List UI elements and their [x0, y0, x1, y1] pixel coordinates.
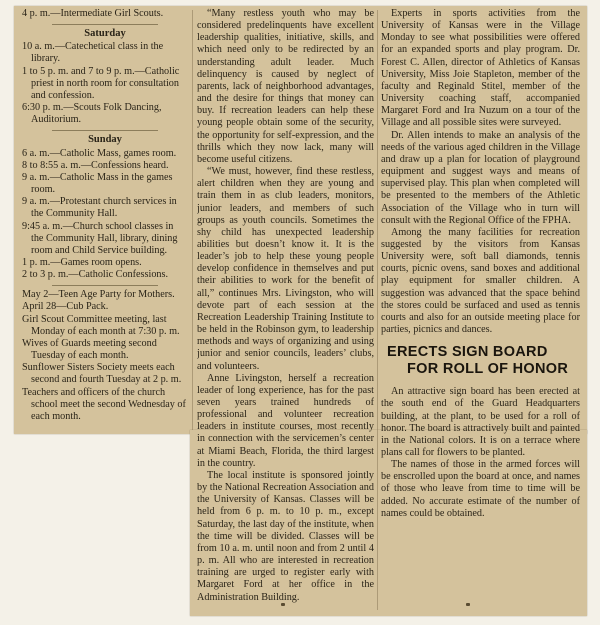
schedule-item: 9 a. m.—Catholic Mass in the games room.	[22, 171, 173, 196]
schedule-item: May 2—Teen Age Party for Mothers.	[22, 289, 175, 301]
article-paragraph: Among the many facilities for recreation suggested by the visitors from Kansas University were, soft ball diamonds, tennis courts, picnic ovens, sand boxes and additional play equipment for smaller children. A suggestion was advanced that the space behind the stores could be surfaced and used as tennis courts and also for an outside meeting place for parties, picnics and dances.	[381, 226, 580, 336]
schedule-item: Teachers and officers of the church school meet the second Wednesday of each month.	[22, 386, 186, 422]
article-paragraph: Experts in sports activities from the University of Kansas were in the Village Monday to see what possibilities were offered for an expanded sports and play program. Dr. Forest C. Allen, director of Athletics of Kansas University, Miss Joie Stapleton, member of the faculty and Reginald Stitel, member of the University coaching staff, accompanied Margaret Ford and Ira Nuzum on a tour of the Village and all possible sites were surveyed.	[381, 8, 580, 129]
saturday-heading: Saturday	[84, 28, 126, 40]
schedule-item: 4 p. m.—Intermediate Girl Scouts.	[22, 8, 164, 19]
recreation-article-column	[197, 8, 374, 608]
headline-line-1: ERECTS SIGN BOARD	[387, 344, 548, 361]
schedule-column	[22, 8, 188, 423]
headline-sign-board	[387, 344, 580, 378]
article-paragraph: “We must, however, find these restless, alert children when they are young and train them in as club leaders, monitors, junior leaders, and members of such groups as youth councils. Sometimes the shy child has unexpected leadership abilities but doesn’t know it. It is the leader’s job to help these young people develop confidence in themselves and put their abilities to work for the benefit of all,” continues Mrs. Livingston, who will devote part of each session at the Recreation Leadership Training Institute to be held in the Robinson gym, to leadership methods and ways of organizing and using junior and senior councils, leaders’ clubs, and volunteers.	[197, 166, 374, 372]
article-paragraph: The local institute is sponsored jointly by the National Recreation Association and the University of Kansas. Classes will be held from 6 p. m. to 10 p. m., except Saturday, the last day of the institute, when the time will be divided. Classes will be from 10 a. m. until noon and from 2 until 4 p. m. All who are interested in recreation training are urged to register early with Margaret Ford at her office in the Administration Building.	[197, 469, 374, 603]
divider	[52, 285, 158, 286]
schedule-item: April 28—Cub Pack.	[22, 301, 109, 313]
schedule-item: 6 a. m.—Catholic Mass, games room.	[22, 147, 177, 159]
column-rule-1	[192, 10, 193, 430]
page-mark	[281, 603, 285, 606]
schedule-item: Girl Scout Committee meeting, last Monday of each month at 7:30 p. m.	[22, 313, 180, 337]
divider	[52, 130, 158, 131]
page-mark	[466, 603, 470, 606]
headline-line-2: FOR ROLL OF HONOR	[407, 361, 569, 378]
column-rule-2	[377, 10, 378, 610]
schedule-item: 2 to 3 p. m.—Catholic Confessions.	[22, 269, 169, 281]
schedule-item: 1 p. m.—Games room opens.	[22, 256, 142, 268]
divider	[52, 24, 158, 25]
sports-article-column	[381, 8, 580, 520]
schedule-item: 9 a. m.—Protestant church services in the Community Hall.	[22, 196, 177, 220]
schedule-item: 1 to 5 p. m. and 7 to 9 p. m.—Catholic priest in north room for consultation and confession.	[22, 65, 180, 101]
article-paragraph: “Many restless youth who may be considered predelinquents have excellent leadership qualities, initiative, skills, and which need only to be redirected by an understanding adult leader. Much delinquency is caused by neglect of parents, lack of neighborhood advantages, and the desire for things that money can buy. If recreation leaders can help these young people obtain some of the security, the opportunity for self-expression, and the thrills which they now lack, many will become useful citizens.	[197, 8, 374, 165]
schedule-item: Wives of Guards meeting second Tuesday of each month.	[22, 337, 157, 362]
sunday-heading: Sunday	[88, 134, 122, 146]
schedule-item: 9:45 a. m.—Church school classes in the Community Hall, library, dining room and Child Service building.	[22, 220, 178, 256]
article-paragraph: An attractive sign board has been erected at the south end of the Guard Headquarters building, at the plant, to be used for a roll of honor. The board is attractively built and painted in the National colors. It is on a terrace where plans call for flowers to be planted.	[381, 386, 580, 458]
schedule-item: 6:30 p. m.—Scouts Folk Dancing, Auditorium.	[22, 102, 162, 126]
schedule-item: 8 to 8:55 a. m.—Confessions heard.	[22, 159, 169, 171]
article-paragraph: Anne Livingston, herself a recreation leader of long experience, has for the past seven years trained hundreds of professional and volunteer recreation leaders in institute courses, most recently in connection with the servicemen’s center at Miami Beach, Florida, the third largest in the country.	[197, 372, 374, 469]
article-paragraph: Dr. Allen intends to make an analysis of the needs of the various aged children in the Village and draw up a plan for location of playground equipment and suggest ways and means of supervised play. This plan when completed will be presented to the members of the Athletic Association of the Village who in turn will consult with the Regional Office of the FPHA.	[381, 129, 580, 226]
schedule-item: 10 a. m.—Catechetical class in the library.	[22, 41, 164, 65]
schedule-item: Sunflower Sisters Society meets each second and fourth Tuesday at 2 p. m.	[22, 362, 182, 386]
article-paragraph: The names of those in the armed forces will be enscrolled upon the board at once, and names of those who leave from time to time will be added. No accurate estimate of the number of names could be obtained.	[381, 459, 580, 519]
